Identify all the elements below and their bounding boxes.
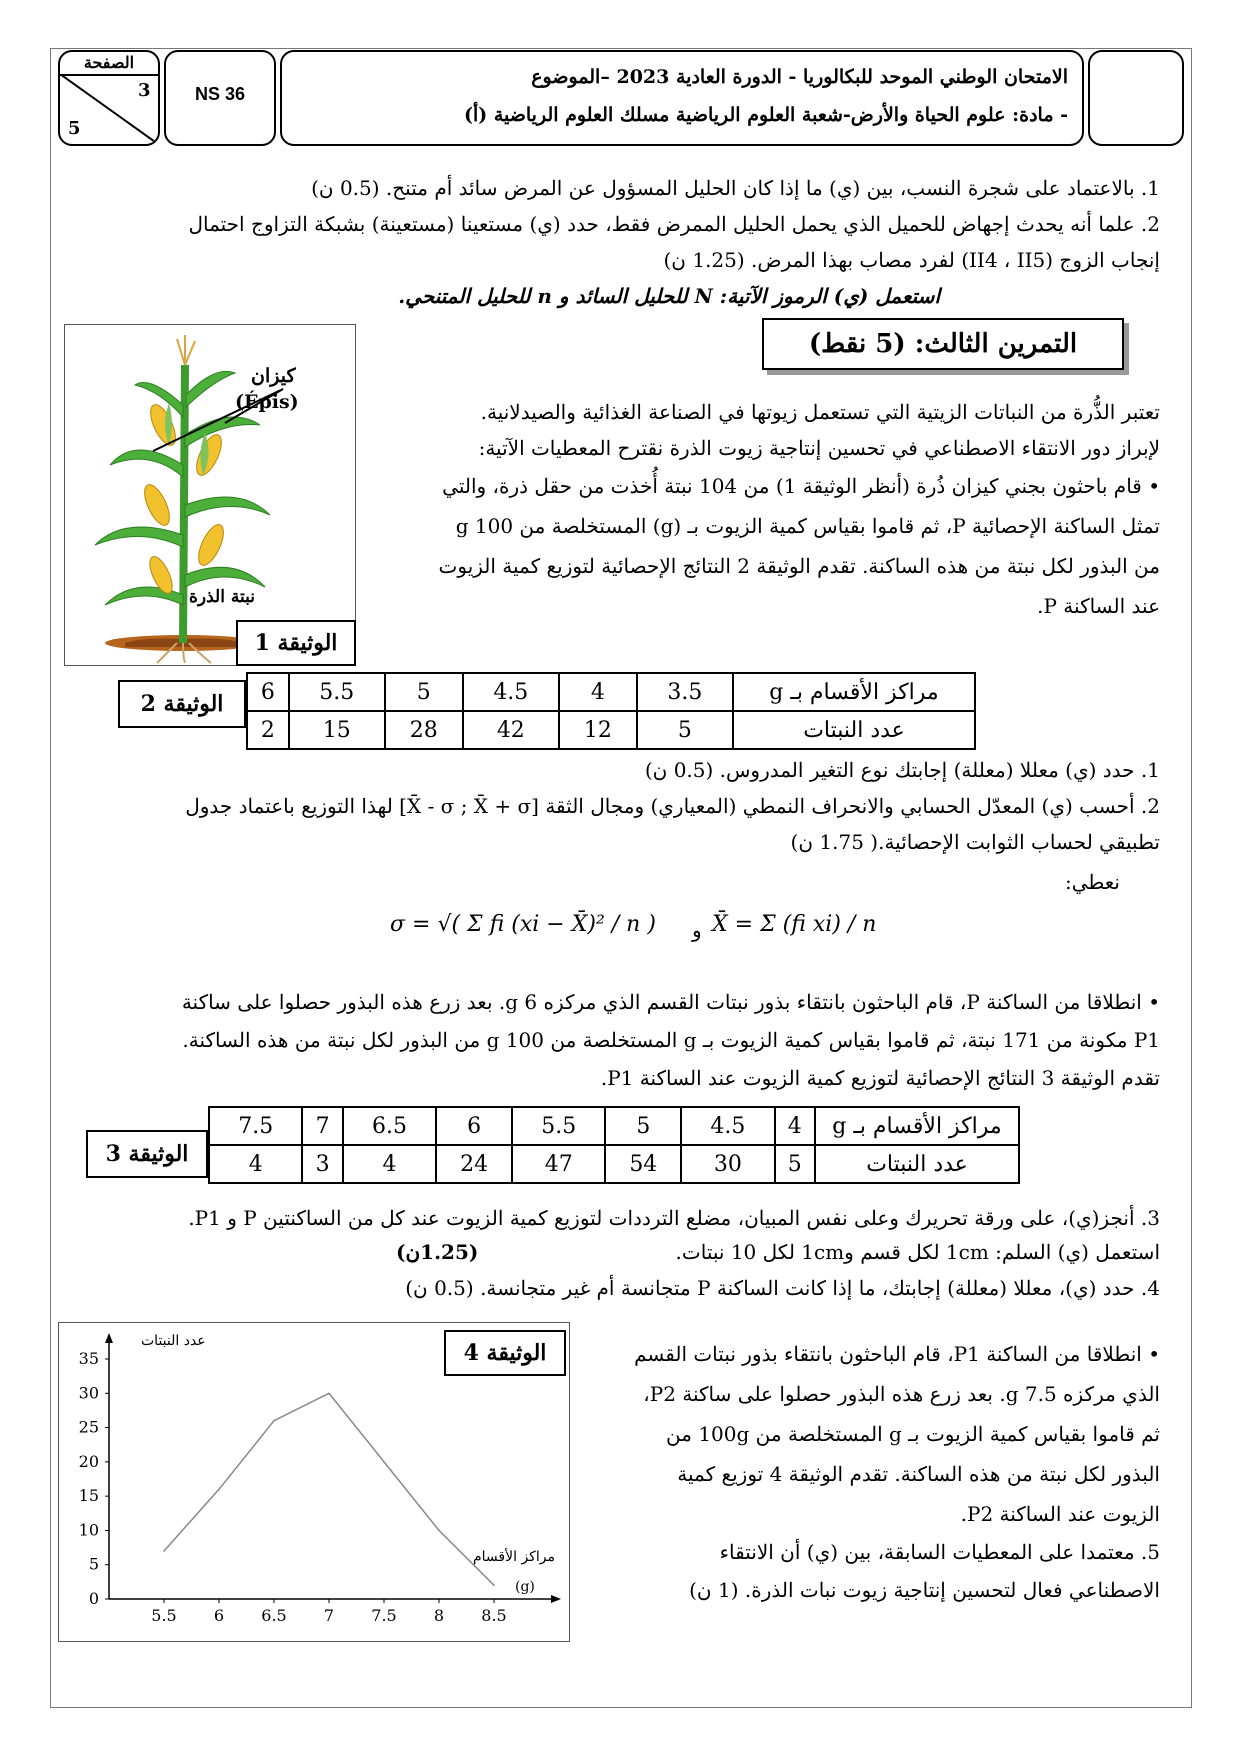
exercise3-title [762, 318, 1124, 370]
ex3-intro-line2: لإبراز دور الانتقاء الاصطناعي في تحسين إنتاجية زيوت الذرة نقترح المعطيات الآتية: [478, 436, 1160, 460]
q3-line2: استعمل (ي) السلم: 1cm لكل قسم و1cm لكل 10 نبتات. [675, 1240, 1160, 1264]
doc3-count-cell: 30 [681, 1145, 774, 1183]
empty-header-box [1088, 50, 1184, 146]
chart-y-tick-label: 0 [88, 1589, 99, 1608]
ex3-p1-line4: عند الساكنة P. [1037, 594, 1160, 618]
doc3-table [208, 1106, 1020, 1184]
chart-y-tick-label: 15 [78, 1486, 99, 1506]
p2-line2: P1 مكونة من 171 نبتة، ثم قاموا بقياس كمية الزيوت بـ g المستخلصة من 100 g من البذور لكل نبتة من هذه الساكنة. [182, 1028, 1160, 1052]
doc3-label [86, 1130, 208, 1178]
doc2-label [118, 680, 246, 728]
doc3-count-cell: 4 [209, 1145, 302, 1183]
doc3-center-cell: 4.5 [681, 1107, 774, 1145]
q3-points: (1.25ن) [396, 1240, 479, 1264]
q3-line1: 3. أنجز(ي)، على ورقة تحريرك وعلى نفس المبيان، مضلع الترددات لتوزيع كمية الزيوت عند كل من الساكنتين P و P1. [188, 1206, 1160, 1230]
doc1-cob-label: كيزان [251, 365, 296, 387]
formula-sigma: σ = √( Σ fi (xi − X̄)² / n ) [390, 912, 656, 937]
doc3-count-cell: 3 [302, 1145, 342, 1183]
doc3-count-cell: 4 [343, 1145, 436, 1183]
exam-code-box [164, 50, 276, 146]
doc2-center-cell: 5.5 [289, 673, 385, 711]
page-current: 3 [138, 80, 151, 101]
p3-line5: الزيوت عند الساكنة P2. [960, 1502, 1160, 1526]
doc2-label-text: الوثيقة 2 [140, 691, 224, 717]
chart-y-tick-label: 25 [78, 1417, 99, 1437]
doc2-table [246, 672, 976, 750]
doc1-plant-label: نبتة الذرة [189, 587, 255, 607]
doc3-center-cell: 6.5 [343, 1107, 436, 1145]
doc3-count-cell: 5 [775, 1145, 815, 1183]
doc1-cob-label-fr: (Épis) [235, 391, 299, 413]
page-label: الصفحة [60, 52, 158, 76]
chart-ylabel: عدد النبتات [141, 1333, 206, 1349]
p3-line3: ثم قاموا بقياس كمية الزيوت بـ g المستخلصة من 100g من [666, 1422, 1160, 1446]
chart-data-point [493, 1584, 495, 1586]
prev-symbols: استعمل (ي) الرموز الآتية: N للحليل السائد و n للحليل المتنحي. [398, 284, 940, 308]
given-label: نعطي: [1064, 870, 1120, 894]
doc3-center-cell: 6 [436, 1107, 512, 1145]
chart-data-point [328, 1392, 330, 1394]
doc2-count-cell: 5 [637, 711, 733, 749]
ex3-intro-line1: تعتبر الذُّرة من النباتات الزيتية التي تستعمل زيوتها في الصناعة الغذائية والصيدلانية. [480, 400, 1160, 424]
corn-plant-illustration [65, 325, 355, 665]
ex3-p1-line2: تمثل الساكنة الإحصائية P، ثم قاموا بقياس كمية الزيوت بـ (g) المستخلصة من 100 g [455, 514, 1160, 538]
doc2-center-cell: 4.5 [463, 673, 559, 711]
page-total: 5 [68, 118, 81, 139]
q2-line2: تطبيقي لحساب الثوابت الإحصائية.( 1.75 ن) [790, 830, 1160, 854]
page-number-box [58, 50, 160, 146]
exam-title-box [280, 50, 1084, 146]
chart-xunit: (g) [515, 1579, 535, 1595]
doc2-row2-header: عدد النبتات [733, 711, 975, 749]
p2-line3: تقدم الوثيقة 3 النتائج الإحصائية لتوزيع كمية الزيوت عند الساكنة P1. [600, 1066, 1160, 1090]
doc2-center-cell: 4 [559, 673, 637, 711]
q5-line2: الاصطناعي فعال لتحسين إنتاجية زيوت نبات الذرة. (1 ن) [689, 1578, 1160, 1602]
doc1-label [236, 620, 356, 666]
doc2-center-cell: 3.5 [637, 673, 733, 711]
q5-line1: 5. معتمدا على المعطيات السابقة، بين (ي) أن الانتقاء [719, 1540, 1160, 1564]
table-row [247, 711, 975, 749]
doc4-label [444, 1330, 566, 1376]
doc2-center-cell: 6 [247, 673, 289, 711]
doc3-count-cell: 54 [605, 1145, 681, 1183]
chart-y-tick-label: 20 [78, 1451, 99, 1471]
doc3-center-cell: 5.5 [512, 1107, 605, 1145]
prev-q2-line2: إنجاب الزوج (II4 ، II5) لفرد مصاب بهذا المرض. (1.25 ن) [663, 248, 1160, 272]
doc2-count-cell: 42 [463, 711, 559, 749]
doc3-count-cell: 47 [512, 1145, 605, 1183]
chart-x-tick-label: 7 [323, 1606, 335, 1625]
doc3-center-cell: 4 [775, 1107, 815, 1145]
p2-line1: • انطلاقا من الساكنة P، قام الباحثون بانتقاء بذور نبتات القسم الذي مركزه 6 g. بعد زرع هذه البذور حصلوا على ساكنة [181, 990, 1160, 1014]
chart-y-arrow [105, 1333, 113, 1343]
chart-x-tick-label: 7.5 [371, 1606, 397, 1625]
chart-x-tick-label: 6.5 [261, 1606, 287, 1625]
chart-x-arrow [551, 1595, 561, 1603]
prev-q2-line1: 2. علما أنه يحدث إجهاض للحميل الذي يحمل الحليل الممرض فقط، حدد (ي) مستعينا (مستعينة) بشبكة التزاوج احتمال [188, 212, 1160, 236]
p3-line2: الذي مركزه 7.5 g. بعد زرع هذه البذور حصلوا على ساكنة P2، [643, 1382, 1160, 1406]
doc4-label-text: الوثيقة 4 [463, 1340, 547, 1366]
q4: 4. حدد (ي)، معللا (معللة) إجابتك، ما إذا كانت الساكنة P متجانسة أم غير متجانسة. (0.5 ن) [405, 1276, 1160, 1300]
chart-x-tick-label: 6 [213, 1606, 225, 1625]
chart-series-line [164, 1393, 494, 1585]
table-row [209, 1145, 1019, 1183]
doc2-row1-header: مراكز الأقسام بـ g [733, 673, 975, 711]
chart-xlabel: مراكز الأقسام [473, 1549, 555, 1565]
doc2-count-cell: 12 [559, 711, 637, 749]
p3-line1: • انطلاقا من الساكنة P1، قام الباحثون بانتقاء بذور نبتات القسم [634, 1342, 1160, 1366]
chart-y-tick-label: 30 [78, 1383, 99, 1403]
chart-y-tick-label: 35 [78, 1349, 99, 1368]
chart-data-point [383, 1461, 385, 1463]
chart-x-tick-label: 5.5 [151, 1606, 177, 1625]
chart-y-tick-label: 10 [78, 1520, 99, 1540]
q2-line1: 2. أحسب (ي) المعدّل الحسابي والانحراف النمطي (المعياري) ومجال الثقة [X̄ - σ ; X̄ + σ] لهذا التوزيع باعتماد جدول [185, 794, 1160, 818]
doc2-count-cell: 2 [247, 711, 289, 749]
p3-line4: البذور لكل نبتة من هذه الساكنة. تقدم الوثيقة 4 توزيع كمية [677, 1462, 1160, 1486]
doc3-center-cell: 7.5 [209, 1107, 302, 1145]
exercise3-title-text: التمرين الثالث: (5 نقط) [808, 329, 1078, 359]
table-row [247, 673, 975, 711]
q1: 1. حدد (ي) معللا (معللة) إجابتك نوع التغير المدروس. (0.5 ن) [644, 758, 1160, 782]
doc3-center-cell: 7 [302, 1107, 342, 1145]
exam-title-line1: الامتحان الوطني الموحد للبكالوريا - الدورة العادية 2023 –الموضوع [531, 66, 1068, 88]
chart-data-point [163, 1550, 165, 1552]
doc3-row1-header: مراكز الأقسام بـ g [815, 1107, 1019, 1145]
doc2-count-cell: 15 [289, 711, 385, 749]
chart-data-point [218, 1488, 220, 1490]
exam-code: NS 36 [194, 84, 246, 104]
doc2-center-cell: 5 [385, 673, 463, 711]
formula-mean: X̄ = Σ (fi xi) / n [712, 912, 877, 937]
table-row [209, 1107, 1019, 1145]
prev-q1: 1. بالاعتماد على شجرة النسب، بين (ي) ما إذا كان الحليل المسؤول عن المرض سائد أم متنح. (0.5 ن) [311, 176, 1160, 200]
chart-data-point [273, 1420, 275, 1422]
doc3-label-text: الوثيقة 3 [105, 1141, 189, 1167]
formula-and: و [692, 918, 702, 942]
doc3-center-cell: 5 [605, 1107, 681, 1145]
doc3-count-cell: 24 [436, 1145, 512, 1183]
doc1-label-text: الوثيقة 1 [254, 630, 338, 656]
doc3-row2-header: عدد النبتات [815, 1145, 1019, 1183]
chart-x-tick-label: 8 [433, 1606, 445, 1625]
chart-data-point [438, 1530, 440, 1532]
doc2-count-cell: 28 [385, 711, 463, 749]
ex3-p1-line3: من البذور لكل نبتة من هذه الساكنة. تقدم الوثيقة 2 النتائج الإحصائية لتوزيع كمية الزيوت [438, 554, 1160, 578]
exam-title-line2: - مادة: علوم الحياة والأرض-شعبة العلوم الرياضية مسلك العلوم الرياضية (أ) [463, 104, 1068, 126]
doc1-box [64, 324, 356, 666]
ex3-p1-line1: • قام باحثون بجني كيزان ذُرة (أنظر الوثيقة 1) من 104 نبتة أُخذت من حقل ذرة، والتي [442, 474, 1160, 498]
chart-x-tick-label: 8.5 [481, 1606, 507, 1625]
chart-y-tick-label: 5 [88, 1554, 99, 1574]
